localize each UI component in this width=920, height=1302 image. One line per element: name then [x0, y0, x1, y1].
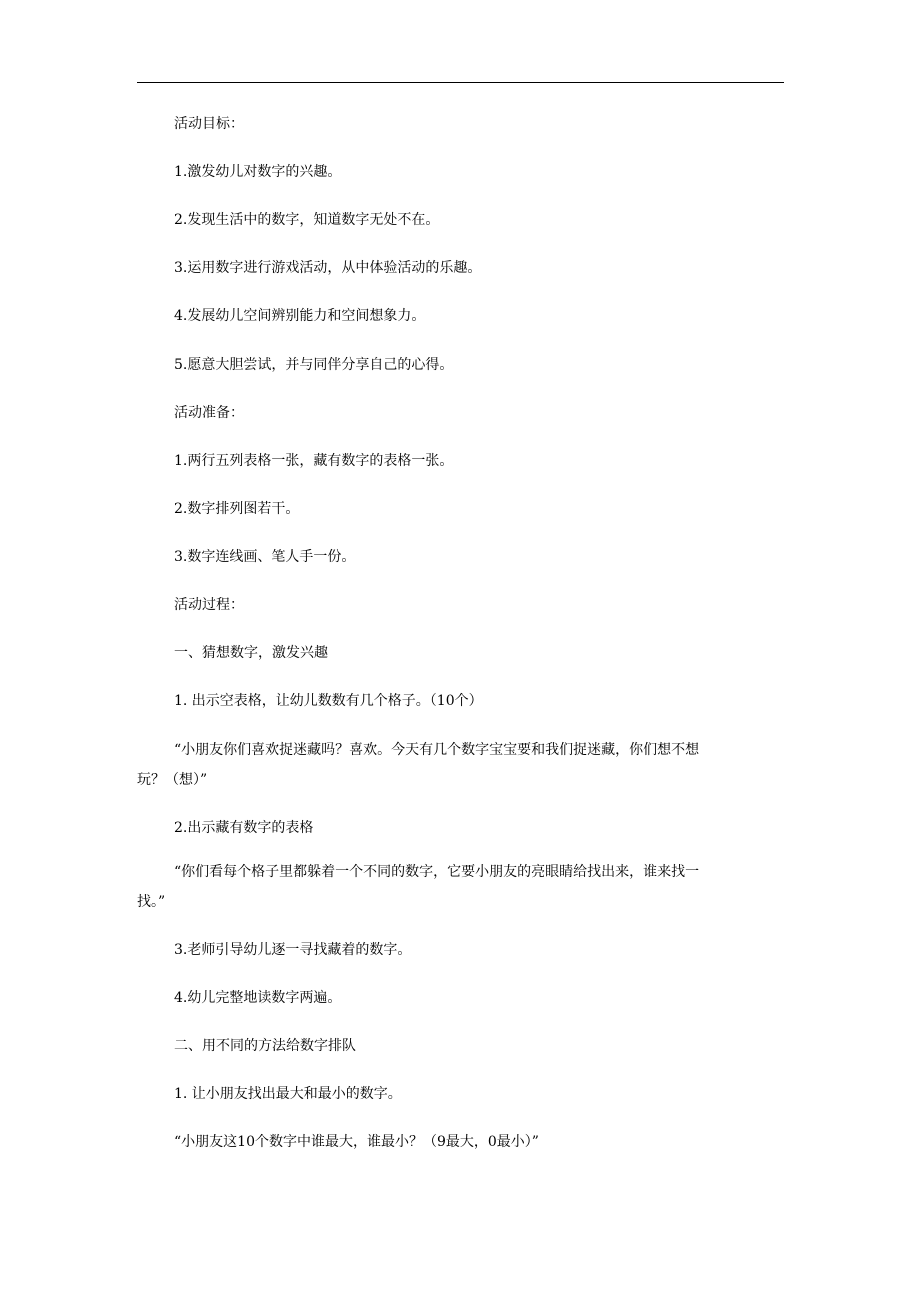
- section-heading-preparation: 活动准备：: [174, 405, 244, 421]
- process-step-2-1: 1. 让小朋友找出最大和最小的数字。: [174, 1086, 402, 1102]
- process-part-2-heading: 二、用不同的方法给数字排队: [174, 1038, 356, 1054]
- goal-item-5: 5.愿意大胆尝试，并与同伴分享自己的心得。: [174, 357, 454, 373]
- dialogue-2-line-2: 找。”: [137, 894, 166, 910]
- section-heading-goals: 活动目标：: [174, 116, 244, 132]
- goal-item-4: 4.发展幼儿空间辨别能力和空间想象力。: [174, 308, 426, 324]
- dialogue-1-line-2: 玩？（想）”: [137, 772, 208, 788]
- dialogue-2-line-1: “你们看每个格子里都躲着一个不同的数字，它要小朋友的亮眼睛给找出来，谁来找一: [174, 864, 700, 880]
- process-step-1-1: 1. 出示空表格，让幼儿数数有几个格子。（10个）: [174, 693, 483, 709]
- dialogue-3-line-1: “小朋友这10个数字中谁最大，谁最小？（9最大，0最小）”: [174, 1134, 539, 1150]
- process-step-1-2: 2.出示藏有数字的表格: [174, 820, 314, 836]
- goal-item-1: 1.激发幼儿对数字的兴趣。: [174, 164, 342, 180]
- goal-item-3: 3.运用数字进行游戏活动，从中体验活动的乐趣。: [174, 260, 482, 276]
- prep-item-1: 1.两行五列表格一张，藏有数字的表格一张。: [174, 453, 454, 469]
- prep-item-2: 2.数字排列图若干。: [174, 501, 300, 517]
- dialogue-1-line-1: “小朋友你们喜欢捉迷藏吗？喜欢。今天有几个数字宝宝要和我们捉迷藏，你们想不想: [174, 742, 700, 758]
- header-rule: [137, 82, 784, 83]
- prep-item-3: 3.数字连线画、笔人手一份。: [174, 549, 356, 565]
- process-part-1-heading: 一、猜想数字，激发兴趣: [174, 645, 328, 661]
- goal-item-2: 2.发现生活中的数字，知道数字无处不在。: [174, 212, 440, 228]
- process-step-1-3: 3.老师引导幼儿逐一寻找藏着的数字。: [174, 942, 412, 958]
- process-step-1-4: 4.幼儿完整地读数字两遍。: [174, 990, 342, 1006]
- section-heading-process: 活动过程：: [174, 597, 244, 613]
